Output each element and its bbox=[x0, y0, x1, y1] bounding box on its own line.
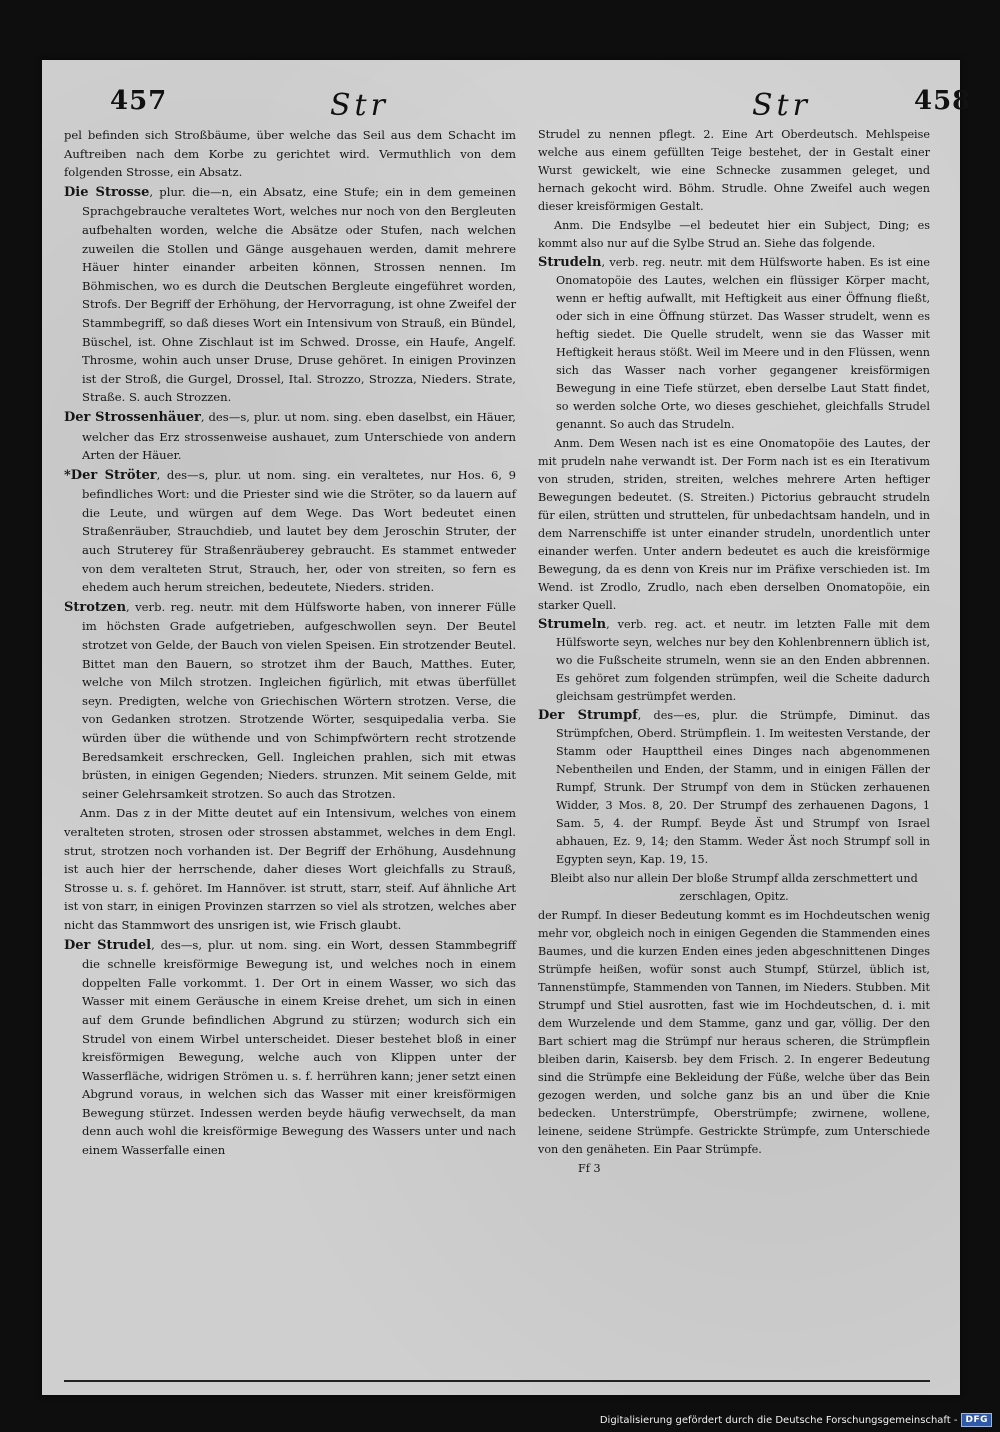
entry-text: , verb. reg. neutr. mit dem Hülfsworte haben. Es ist eine Onomatopöie des Lautes, welchen ein flüssiger Körper macht, wenn er heftig aufwallt, mit Heftigkeit aus einer Öffnung fließt, oder sich in eine Öffnung stürzet. Das Wasser strudelt, wenn es heftig siedet. Die Quelle strudelt, wenn sie das Wasser mit Heftigkeit heraus stößt. Weil im Meere und in den Flüssen, wenn sich das Wasser nach vorher gegangener kreisförmigen Bewegung in eine Tiefe stürzet, eben derselbe Laut Statt findet, so werden solche Orte, wo dieses geschiehet, gleichfalls Strudel genannt. So auch das Strudeln. bbox=[556, 256, 930, 431]
right-column bbox=[538, 126, 930, 1179]
footer-credit: Digitalisierung gefördert durch die Deutsche Forschungsgemeinschaft - bbox=[599, 1414, 958, 1426]
entry-lemma: Strotzen bbox=[64, 599, 127, 615]
entry-text: , des—es, plur. die Strümpfe, Diminut. das Strümpfchen, Oberd. Strümpflein. 1. Im weitesten Verstande, der Stamm oder Haupttheil eines Dinges nach abgenommenen Nebentheilen und Enden, der Stamm, und in einigen Fällen der Rumpf, Strunk. Der Strumpf von dem in Stücken zerhauenen Widder, 3 Mos. 8, 20. Der Strumpf des zerhauenen Dagons, 1 Sam. 5, 4. der Rumpf. Beyde Äst und Strumpf von Israel abhauen, Ez. 9, 14; den Stamm. Weder Äst noch Strumpf soll in Egypten seyn, Kap. 19, 15. bbox=[556, 709, 930, 866]
page-number-left: 457 bbox=[110, 86, 168, 116]
continued-text: der Rumpf. In dieser Bedeutung kommt es im Hochdeutschen wenig mehr vor, obgleich noch in einigen Gegenden die Stammenden eines Baumes, und die kurzen Enden eines jeden abgeschnittenen Dinges Strümpfe heißen, wofür sonst auch Stumpf, Stürzel, üblich ist, Tannenstümpfe, Stammenden von Tannen, im Nieders. Stubben. Mit Strumpf und Stiel ausrotten, fast wie im Hochdeutschen, d. i. mit dem Wurzelende und dem Stamme, ganz und gar, völlig. Der den Bart schiert mag die Strümpf nur heraus scheren, die Strümpflein bleiben darin, Kaisersb. bey dem Frisch. 2. In engerer Bedeutung sind die Strümpfe eine Bekleidung der Füße, welche über das Bein gezogen werden, und solche ganz bis an und über die Knie bedecken. Unterstrümpfe, Oberstrümpfe; zwirnene, wollene, leinene, seidene Strümpfe. Gestrickte Strümpfe, zum Unterschiede von den genäheten. Ein Paar Strümpfe. bbox=[538, 909, 930, 1156]
annotation-note: Anm. Dem Wesen nach ist es eine Onomatopöie des Lautes, der mit prudeln nahe verwandt ist. Der Form nach ist es ein Iterativum von struden, striden, streiten, welches mehrere Arten heftiger Bewegungen bedeutet. (S. Streiten.) Pictorius gebraucht strudeln für eilen, strütten und struttelen, für unbedachtsam handeln, und in dem Narrenschiffe ist unter einander strudeln, unordentlich unter einander werfen. Unter andern bedeutet es auch die kreisförmige Bewegung, da es denn von Kreis nur im Präfixe verschieden ist. Im Wend. ist Zrodlo, Zrudlo, nach eben derselben Onomatopöie, ein starker Quell. bbox=[538, 437, 930, 612]
dictionary-entry bbox=[64, 183, 516, 407]
continued-text: Strudel zu nennen pflegt. 2. Eine Art Oberdeutsch. Mehlspeise welche aus einem gefüllten Teige bestehet, der in Gestalt einer Wurst gewickelt, wie eine Schnecke zusammen geleget, und hernach gekocht wird. Böhm. Strudle. Ohne Zweifel auch wegen dieser kreisförmigen Gestalt. bbox=[538, 128, 930, 213]
entry-lemma: Der Strudel bbox=[64, 937, 152, 953]
dictionary-entry bbox=[64, 408, 516, 465]
footer bbox=[600, 1412, 992, 1428]
entry-text: , plur. die—n, ein Absatz, eine Stufe; ein in dem gemeinen Sprachgebrauche veraltetes Wort, welches nur noch von den Bergleuten aufbehalten worden, welche die Absätze oder Stufen, nach welchen zuweilen die Stollen und Gänge ausgehauen werden, damit mehrere Häuer hinter einander arbeiten können, Strossen nennen. Im Böhmischen, wo es durch die Deutschen Bergleute eingeführet worden, Strofs. Der Begriff der Erhöhung, der Hervorragung, ist ohne Zweifel der Stammbegriff, so daß dieses Wort ein Intensivum von Strauß, ein Bündel, Büschel, ist. Ohne Zischlaut ist im Schwed. Drosse, ein Haufe, Angelf. Throsme, wohin auch unser Druse, Druse gehöret. In einigen Provinzen ist der Stroß, die Gurgel, Drossel, Ital. Strozzo, Strozza, Nieders. Strate, Straße. S. auch Strozzen. bbox=[82, 184, 516, 405]
verse-quote: Bleibt also nur allein Der bloße Strumpf allda zerschmettert und zerschlagen, Opitz. bbox=[550, 872, 918, 903]
page-number-right: 458 bbox=[914, 86, 972, 116]
entry-text: , des—s, plur. ut nom. sing. ein veraltetes, nur Hos. 6, 9 befindliches Wort: und die Priester sind wie die Ströter, so da lauern auf die Leute, und würgen auf dem Wege. Das Wort bedeutet einen Straßenräuber, Strauchdieb, und lautet bey dem Jeroschin Struter, der auch Struterey für Straßenräuberey gebraucht. Es stammet entweder von dem veralteten Strut, Strauch, her, oder von streiten, so fern es ehedem auch herum streichen, bedeutete, Nieders. striden. bbox=[82, 467, 516, 595]
dictionary-entry bbox=[64, 936, 516, 1160]
entry-lemma: Strumeln bbox=[538, 617, 607, 632]
dfg-logo: DFG bbox=[961, 1413, 992, 1427]
dictionary-entry bbox=[538, 707, 930, 869]
entry-lemma: Der Strossenhäuer bbox=[64, 409, 201, 425]
annotation-note: Anm. Das z in der Mitte deutet auf ein Intensivum, welches von einem veralteten stroten, strosen oder strossen abstammet, welches in dem Engl. strut, strotzen noch vorhanden ist. Der Begriff der Erhöhung, Ausdehnung ist auch hier der herrschende, daher dieses Wort gleichfalls zu Strauß, Strosse u. s. f. gehöret. Im Hannöver. ist strutt, starr, steif. Auf ähnliche Art ist von starr, in einigen Provinzen starrzen so viel als strotzen, welches aber nicht das Stammwort des unsrigen ist, wie Frisch glaubt. bbox=[64, 806, 516, 932]
entry-text: , des—s, plur. ut nom. sing. ein Wort, dessen Stammbegriff die schnelle kreisförmige Bewegung ist, und welches noch in einem doppelten Falle vorkommt. 1. Der Ort in einem Wasser, wo sich das Wasser mit einem Geräusche in einem Kreise drehet, um sich in einen auf dem Grunde befindlichen Abgrund zu stürzen; wodurch sich ein Strudel von einem Wirbel unterscheidet. Dieser bestehet bloß in einer kreisförmigen Bewegung, welche auch von Klippen unter der Wasserfläche, widrigen Strömen u. s. f. herrühren kann; jener setzt einen Abgrund voraus, in welchen sich das Wasser mit einer kreisförmigen Bewegung stürzet. Indessen werden beyde häufig verwechselt, da man denn auch wohl die kreisförmige Bewegung des Wassers unter und nach einem Wasserfalle einen bbox=[82, 937, 516, 1158]
entry-lemma: *Der Ströter bbox=[64, 467, 157, 483]
continued-text: pel befinden sich Stroßbäume, über welche das Seil aus dem Schacht im Auftreiben nach dem Korbe zu gerichtet wird. Vermuthlich von dem folgenden Strosse, ein Absatz. bbox=[64, 128, 516, 180]
entry-lemma: Die Strosse bbox=[64, 184, 150, 200]
dictionary-entry bbox=[538, 254, 930, 434]
running-head-right: Str bbox=[752, 88, 811, 123]
annotation-note: Anm. Die Endsylbe —el bedeutet hier ein Subject, Ding; es kommt also nur auf die Sylbe Strud an. Siehe das folgende. bbox=[538, 219, 930, 250]
entry-lemma: Strudeln bbox=[538, 255, 602, 270]
dictionary-entry bbox=[64, 598, 516, 804]
dictionary-entry bbox=[64, 466, 516, 597]
left-column bbox=[64, 126, 516, 1161]
entry-text: , verb. reg. neutr. mit dem Hülfsworte haben, von innerer Fülle im höchsten Grade aufgetrieben, aufgeschwollen seyn. Der Beutel strotzet von Gelde, der Bauch von vielen Speisen. Ein strotzender Beutel. Bittet man den Bauern, so strotzet ihm der Bauch, Matthes. Euter, welche von Milch strotzen. Ingleichen figürlich, mit etwas überfüllet seyn. Predigten, welche von Griechischen Wörtern strotzen. Verse, die von Gedanken strotzen. Strotzende Wörter, sesquipedalia verba. Sie würden über die wüthende und von Schimpfwörtern recht strotzende Beredsamkeit erschrecken, Gell. Ingleichen prahlen, sich mit etwas brüsten, in einigen Gegenden; Nieders. strunzen. Mit seinem Gelde, mit seiner Gelehrsamkeit strotzen. So auch das Strotzen. bbox=[82, 599, 516, 801]
dictionary-entry bbox=[538, 616, 930, 706]
entry-text: , des—s, plur. ut nom. sing. eben daselbst, ein Häuer, welcher das Erz strossenweise aushauet, zum Unterschiede von andern Arten der Häuer. bbox=[82, 409, 516, 463]
running-head-left: Str bbox=[330, 88, 389, 123]
signature-mark: Ff 3 bbox=[578, 1162, 601, 1175]
entry-lemma: Der Strumpf bbox=[538, 708, 638, 723]
bottom-rule bbox=[64, 1380, 930, 1382]
entry-text: , verb. reg. act. et neutr. im letzten Falle mit dem Hülfsworte seyn, welches nur bey den Kohlenbrennern üblich ist, wo die Fußscheite strumeln, wenn sie an den Enden abbrennen. Es gehöret zum folgenden strümpfen, weil die Scheite dadurch gleichsam gestrümpfet werden. bbox=[556, 618, 930, 703]
